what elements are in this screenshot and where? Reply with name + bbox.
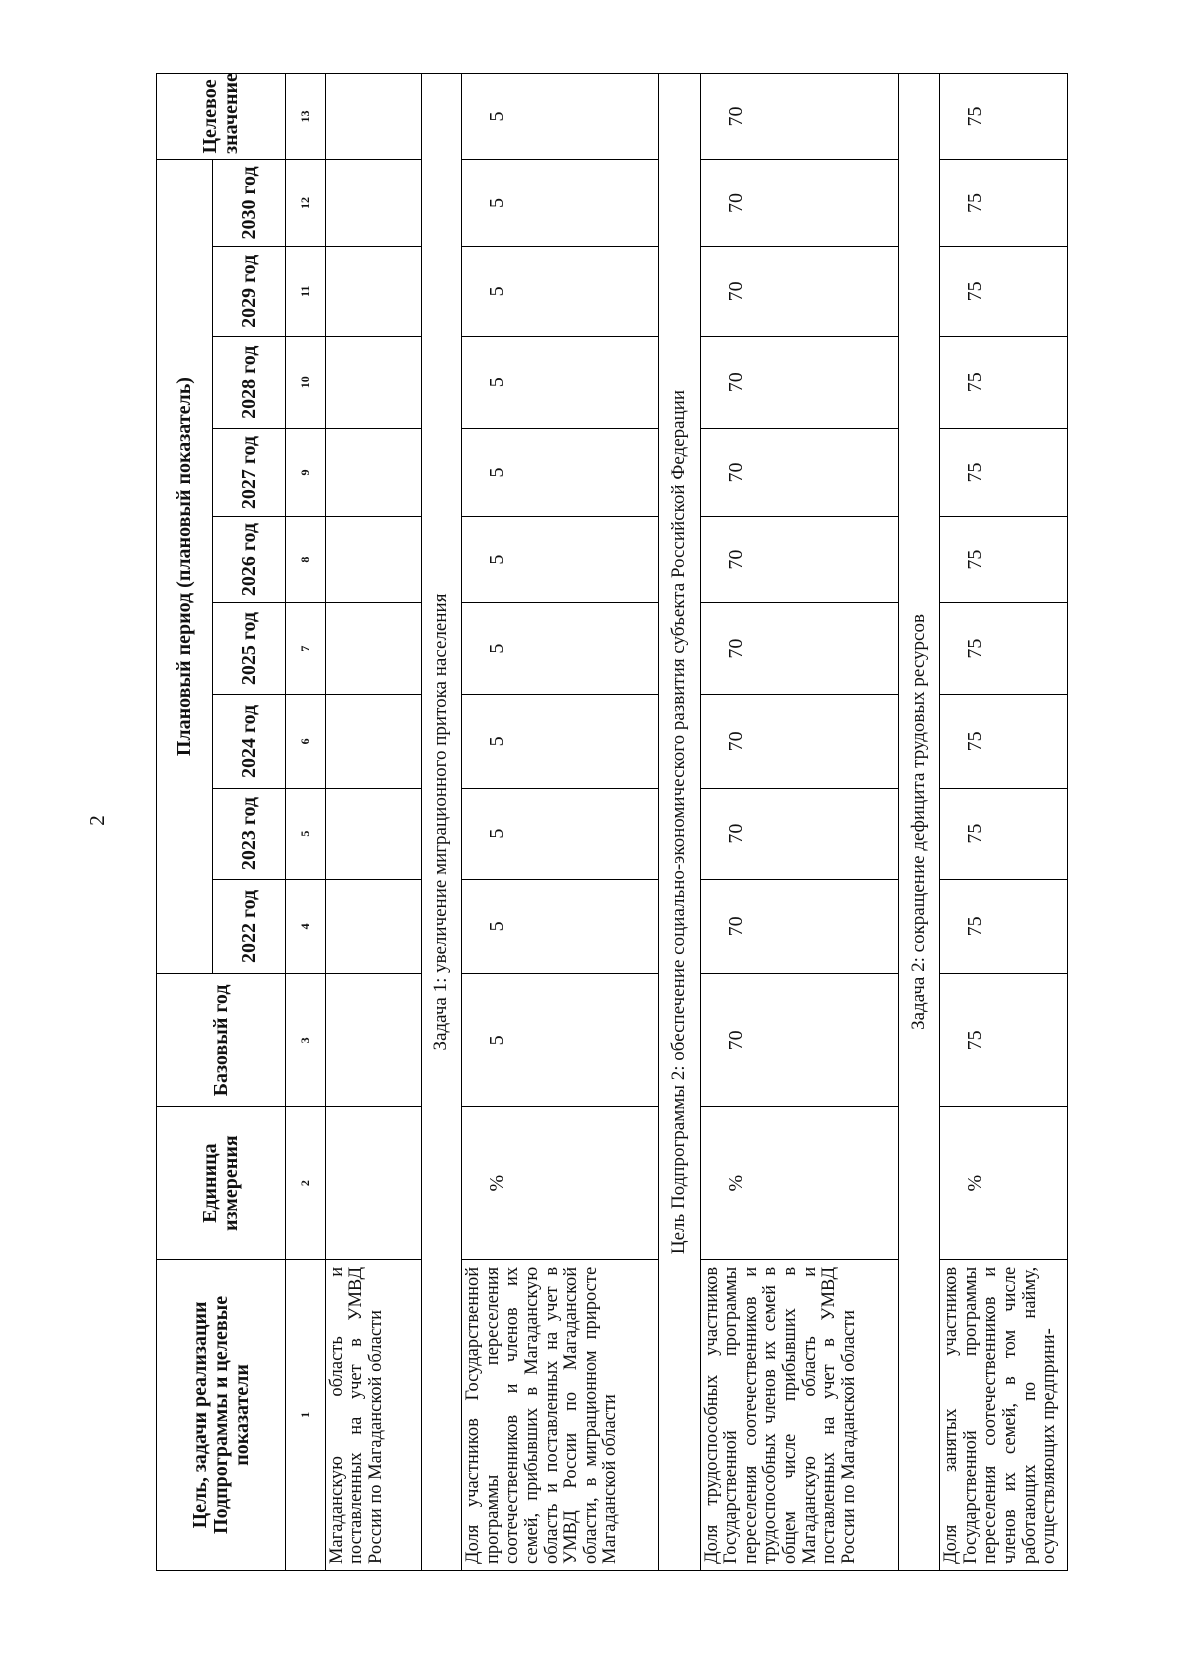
column-number: 3 xyxy=(286,974,326,1107)
year-value-cell: 5 xyxy=(462,336,659,428)
unit-cell: % xyxy=(700,1107,898,1259)
target-value-cell: 75 xyxy=(940,74,1068,160)
year-value-cell: 75 xyxy=(940,247,1068,337)
year-value-cell: 75 xyxy=(940,336,1068,428)
column-number: 9 xyxy=(286,428,326,516)
year-value-cell: 75 xyxy=(940,428,1068,516)
target-value-cell: 70 xyxy=(700,74,898,160)
unit-cell: % xyxy=(462,1107,659,1259)
base-year-cell: 70 xyxy=(700,974,898,1107)
column-number: 12 xyxy=(286,159,326,246)
header-year: 2027 год xyxy=(213,428,286,516)
header-goal-column: Цель, задачи реализации Подпрограммы и целевые показатели xyxy=(157,1259,286,1570)
year-value-cell: 75 xyxy=(940,879,1068,974)
target-value-cell: 5 xyxy=(462,74,659,160)
header-planned-period: Плановый период (плановый показатель) xyxy=(157,159,213,973)
year-value-cell: 5 xyxy=(462,879,659,974)
year-value-cell: 5 xyxy=(462,602,659,694)
year-value-cell: 70 xyxy=(700,879,898,974)
indicators-table xyxy=(156,73,1068,1571)
table-row xyxy=(462,74,659,1571)
base-year-cell: 75 xyxy=(940,974,1068,1107)
header-year: 2025 год xyxy=(213,602,286,694)
year-value-cell: 5 xyxy=(462,159,659,246)
table-row xyxy=(700,74,898,1571)
column-number: 4 xyxy=(286,879,326,974)
column-number: 8 xyxy=(286,517,326,603)
column-number: 1 xyxy=(286,1259,326,1570)
column-number: 7 xyxy=(286,602,326,694)
year-value-cell: 75 xyxy=(940,695,1068,788)
year-value-cell: 70 xyxy=(700,602,898,694)
year-value-cell: 75 xyxy=(940,159,1068,246)
page-number: 2 xyxy=(84,815,109,826)
year-value-cell: 75 xyxy=(940,788,1068,879)
header-unit-column: Единица измерения xyxy=(157,1107,286,1259)
header-year: 2029 год xyxy=(213,247,286,337)
indicator-text: Магаданскую область и поставленных на учет в УМВД России по Магаданской области xyxy=(325,1259,421,1570)
year-value-cell: 70 xyxy=(700,336,898,428)
table-row xyxy=(940,74,1068,1571)
header-year: 2028 год xyxy=(213,336,286,428)
header-year: 2030 год xyxy=(213,159,286,246)
indicator-text: Доля трудоспособных участников Государственной программы переселения соотечественников и трудоспособных членов их семей в общем числе прибывших в Магаданскую область и поставленных на учет в УМВД России по Магаданской области xyxy=(700,1259,898,1570)
year-value-cell: 5 xyxy=(462,788,659,879)
column-number: 6 xyxy=(286,695,326,788)
column-number: 5 xyxy=(286,788,326,879)
section-row xyxy=(898,74,940,1571)
indicator-text: Доля участников Государственной программы переселения соотечественников и членов их семей, прибывших в Магаданскую область и поставленных на учет в УМВД России по Магаданской области, в миграционном приросте Магаданской области xyxy=(462,1259,659,1570)
year-value-cell: 70 xyxy=(700,159,898,246)
year-value-cell: 70 xyxy=(700,428,898,516)
year-value-cell: 75 xyxy=(940,517,1068,603)
year-value-cell: 70 xyxy=(700,517,898,603)
section-task-1: Задача 1: увеличение миграционного притока населения xyxy=(421,74,462,1571)
year-value-cell: 5 xyxy=(462,428,659,516)
indicator-text: Доля занятых участников Государственной программы переселения соотечественников и членов их семей, в том числе работающих по найму, осуществляющих предприни- xyxy=(940,1259,1068,1570)
header-year: 2026 год xyxy=(213,517,286,603)
table-row-continued xyxy=(325,74,421,1571)
header-base-year-column: Базовый год xyxy=(157,974,286,1107)
header-year: 2023 год xyxy=(213,788,286,879)
year-value-cell: 5 xyxy=(462,247,659,337)
year-value-cell: 70 xyxy=(700,247,898,337)
section-task-2: Задача 2: сокращение дефицита трудовых ресурсов xyxy=(898,74,940,1571)
rotated-table-container xyxy=(156,73,1068,1571)
column-number: 13 xyxy=(286,74,326,160)
year-value-cell: 75 xyxy=(940,602,1068,694)
year-value-cell: 70 xyxy=(700,788,898,879)
year-value-cell: 5 xyxy=(462,695,659,788)
column-number-row xyxy=(286,74,326,1571)
base-year-cell: 5 xyxy=(462,974,659,1107)
section-row xyxy=(658,74,700,1571)
unit-cell: % xyxy=(940,1107,1068,1259)
header-year: 2024 год xyxy=(213,695,286,788)
section-row xyxy=(421,74,462,1571)
header-target-value: Целевое значение xyxy=(157,74,286,160)
header-row-1 xyxy=(157,74,213,1571)
column-number: 2 xyxy=(286,1107,326,1259)
header-year: 2022 год xyxy=(213,879,286,974)
year-value-cell: 5 xyxy=(462,517,659,603)
column-number: 10 xyxy=(286,336,326,428)
section-goal-2: Цель Подпрограммы 2: обеспечение социально-экономического развития субъекта Российской Федерации xyxy=(658,74,700,1571)
column-number: 11 xyxy=(286,247,326,337)
year-value-cell: 70 xyxy=(700,695,898,788)
